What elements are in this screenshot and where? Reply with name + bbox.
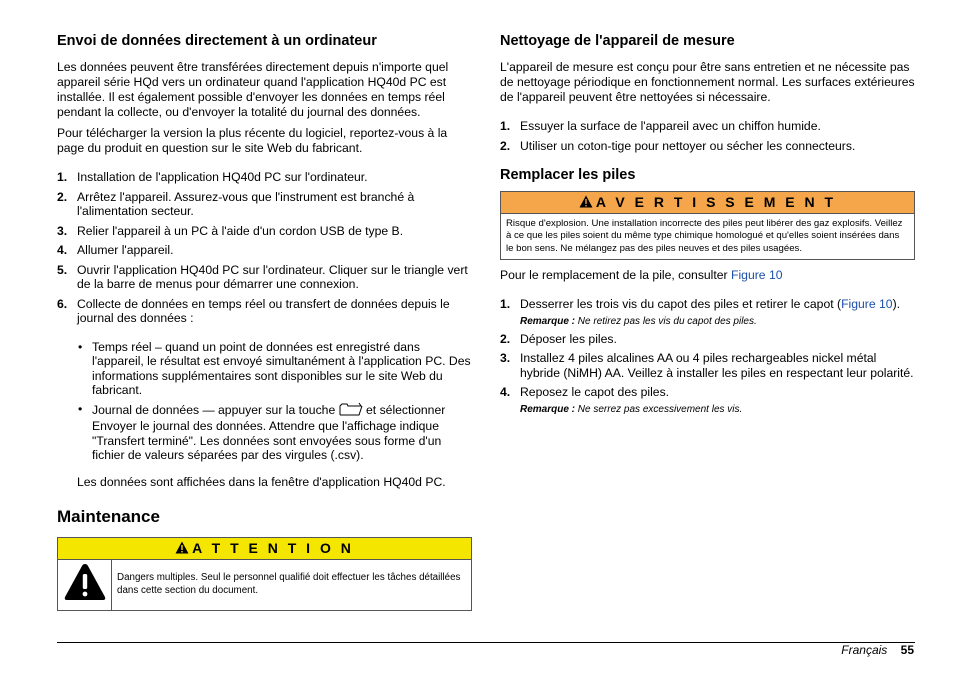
attention-icon-cell: [58, 560, 112, 610]
list-item: 1. Essuyer la surface de l'appareil avec un chiffon humide.: [500, 119, 821, 133]
list-item: 2. Déposer les piles.: [500, 331, 617, 346]
battery-steps-list: [500, 297, 915, 416]
warning-triangle-icon: [175, 539, 189, 559]
page-number: 55: [900, 643, 914, 657]
attention-header: A T T E N T I O N: [58, 538, 471, 560]
paragraph-send-intro: Les données peuvent être transférées directement depuis n'importe quel appareil série HQd vers un ordinateur quand l'application HQ40d PC est installée. Il est également possible d'envoyer les données en temps réel pendant la collecte, ou d'envoyer la totalité du journal des données.: [57, 60, 449, 119]
attention-text: Dangers multiples. Seul le personnel qualifié doit effectuer les tâches détaillées dans cette section du document.: [117, 572, 461, 596]
right-column: [500, 32, 915, 420]
warning-header: A V E R T I S S E M E N T: [501, 192, 914, 214]
list-item: 1. Desserrer les trois vis du capot des piles et retirer le capot (Figure 10). Remarque : Ne retirez pas les vis du capot des piles.: [500, 297, 915, 328]
footer-language: Français: [841, 643, 888, 657]
attention-box: [57, 537, 472, 611]
paragraph-cleaning: L'appareil de mesure est conçu pour être sans entretien et ne nécessite pas de nettoyage périodique en fonctionnement normal. Les surfaces extérieures de l'appareil peuvent être nettoyées si nécessaire.: [500, 60, 915, 104]
heading-maintenance: Maintenance: [57, 506, 160, 526]
heading-batteries: Remplacer les piles: [500, 167, 636, 183]
list-item: 2. Arrêtez l'appareil. Assurez-vous que l'instrument est branché à l'alimentation secteur.: [57, 189, 415, 218]
list-item: 2. Utiliser un coton-tige pour nettoyer ou sécher les connecteurs.: [500, 138, 856, 153]
list-item: 4. Allumer l'appareil.: [57, 243, 174, 257]
list-item: • Journal de données — appuyer sur la touche et sélectionner Envoyer le journal des données. Attendre que l'affichage indique "Transfert terminé". Les données sont envoyées sous forme d'un fichier de valeurs séparées par des virgules (.csv).: [78, 401, 446, 462]
list-item: 6. Collecte de données en temps réel ou transfert de données depuis le journal des données :: [57, 296, 450, 325]
list-item: 3. Installez 4 piles alcalines AA ou 4 piles rechargeables nickel métal hybride (NiMH) AA. Veillez à installer les piles en respectant leur polarité.: [500, 351, 914, 380]
note: Remarque : Ne retirez pas les vis du capot des piles.: [520, 315, 757, 327]
list-item: • Temps réel – quand un point de données est enregistré dans l'appareil, le résultat est envoyé simultanément à l'application PC. Des informations supplémentaires sont disponibles sur le site Web du fabricant.: [78, 339, 471, 397]
transfer-options-list: [57, 340, 472, 463]
left-column: [57, 32, 472, 611]
figure-10-link[interactable]: Figure 10: [841, 297, 893, 312]
paragraph-download: Pour télécharger la version la plus récente du logiciel, reportez-vous à la page du produit en question sur le site Web du fabricant.: [57, 126, 448, 155]
heading-send-data: Envoi de données directement à un ordinateur: [57, 33, 377, 49]
paragraph-data-displayed: Les données sont affichées dans la fenêtre d'application HQ40d PC.: [77, 474, 446, 489]
warning-text: Risque d'explosion. Une installation incorrecte des piles peut libérer des gaz explosifs. Veillez à ce que les piles soient du même type chimique homologué et qu'elles soient insérées dans le bon sens. Ne mélangez pas des piles neuves et des piles usagées.: [506, 218, 903, 254]
list-item: 3. Relier l'appareil à un PC à l'aide d'un cordon USB de type B.: [57, 223, 404, 238]
warning-box: [500, 191, 915, 260]
warning-triangle-icon: [63, 562, 107, 607]
page-footer: [841, 643, 914, 657]
attention-content: [58, 560, 471, 610]
send-steps-list: [57, 170, 472, 326]
heading-cleaning: Nettoyage de l'appareil de mesure: [500, 33, 735, 49]
figure-10-link[interactable]: Figure 10: [731, 268, 783, 283]
footer-divider: [57, 642, 915, 643]
list-item: 4. Reposez le capot des piles. Remarque : Ne serrez pas excessivement les vis.: [500, 385, 915, 416]
folder-key-icon: [339, 402, 363, 420]
list-item: 1. Installation de l'application HQ40d PC sur l'ordinateur.: [57, 170, 368, 184]
list-item: 5. Ouvrir l'application HQ40d PC sur l'ordinateur. Cliquer sur le triangle vert de la barre de menus pour démarrer une connexion.: [57, 262, 468, 291]
paragraph-battery-ref: Pour le remplacement de la pile, consulter Figure 10: [500, 268, 783, 283]
clean-steps-list: [500, 119, 915, 153]
note: Remarque : Ne serrez pas excessivement les vis.: [520, 403, 743, 415]
warning-triangle-icon: [579, 193, 593, 213]
